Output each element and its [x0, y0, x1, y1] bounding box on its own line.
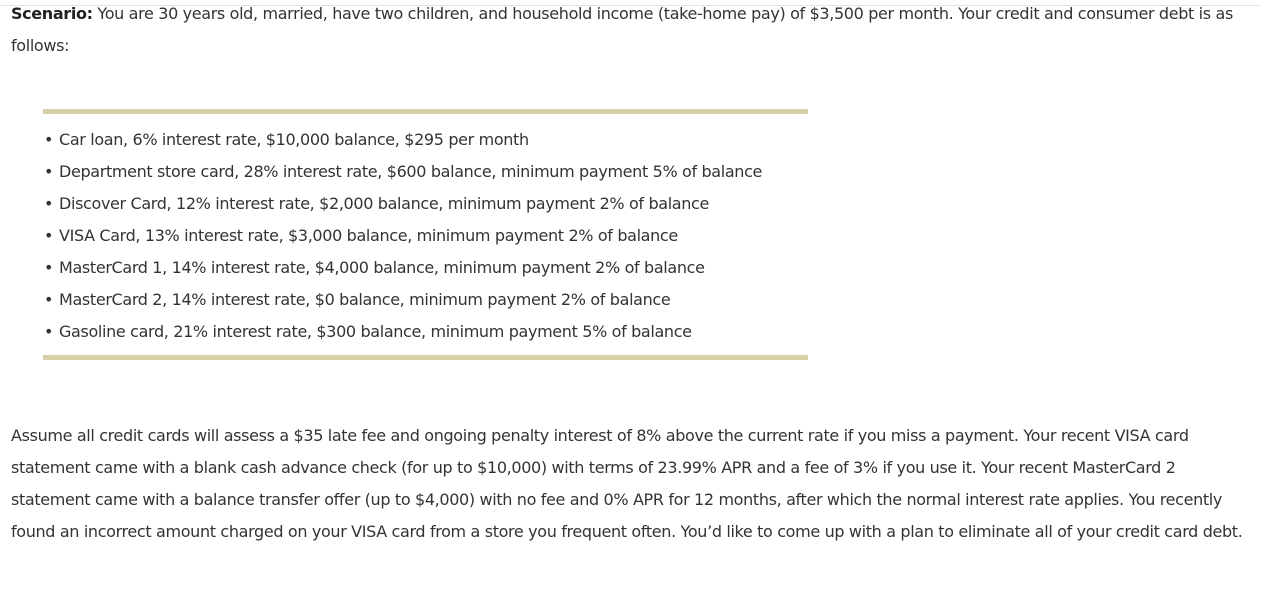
- bullet-icon: •: [44, 226, 54, 245]
- debt-item-text: Car loan, 6% interest rate, $10,000 balance, $295 per month: [59, 130, 529, 149]
- debt-item-text: Gasoline card, 21% interest rate, $300 balance, minimum payment 5% of balance: [59, 322, 692, 341]
- list-item: [43, 220, 762, 252]
- scenario-paragraph: [11, 0, 1256, 62]
- list-item: [43, 124, 762, 156]
- bullet-icon: •: [44, 194, 54, 213]
- bullet-icon: •: [44, 130, 54, 149]
- list-item: [43, 284, 762, 316]
- assumptions-paragraph: Assume all credit cards will assess a $35 late fee and ongoing penalty interest of 8% above the current rate if you miss a payment. Your recent VISA card statement came with a blank cash advance check (for up to $10,000) with terms of 23.99% APR and a fee of 3% if you use it. Your recent MasterCard 2 statement came with a balance transfer offer (up to $4,000) with no fee and 0% APR for 12 months, after which the normal interest rate applies. You recently found an incorrect amount charged on your VISA card from a store you frequent often. You’d like to come up with a plan to eliminate all of your credit card debt.: [11, 426, 1243, 541]
- debt-item-text: VISA Card, 13% interest rate, $3,000 balance, minimum payment 2% of balance: [59, 226, 678, 245]
- list-item: [43, 252, 762, 284]
- debt-item-text: Discover Card, 12% interest rate, $2,000 balance, minimum payment 2% of balance: [59, 194, 709, 213]
- debt-item-text: MasterCard 1, 14% interest rate, $4,000 balance, minimum payment 2% of balance: [59, 258, 705, 277]
- list-top-rule: [43, 109, 808, 114]
- list-item: [43, 156, 762, 188]
- list-bottom-rule: [43, 355, 808, 360]
- scenario-text: You are 30 years old, married, have two children, and household income (take-home pay) of $3,500 per month. Your credit and consumer debt is as follows:: [11, 4, 1233, 55]
- list-item: [43, 188, 762, 220]
- debt-item-text: MasterCard 2, 14% interest rate, $0 balance, minimum payment 2% of balance: [59, 290, 671, 309]
- bullet-icon: •: [44, 258, 54, 277]
- bullet-icon: •: [44, 322, 54, 341]
- list-item: [43, 316, 762, 348]
- bullet-icon: •: [44, 162, 54, 181]
- scenario-label: Scenario:: [11, 4, 93, 23]
- bullet-icon: •: [44, 290, 54, 309]
- debt-list: [43, 124, 762, 348]
- debt-item-text: Department store card, 28% interest rate, $600 balance, minimum payment 5% of balance: [59, 162, 763, 181]
